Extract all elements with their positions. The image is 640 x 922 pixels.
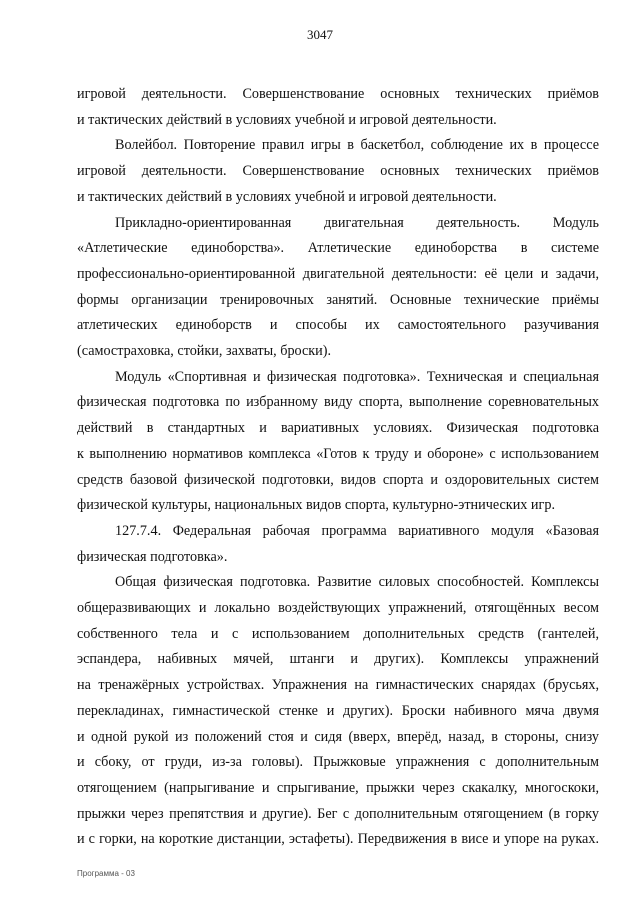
text-line: физическая подготовка по избранному виду спорта, выполнение соревновательных (77, 394, 599, 411)
text-line: собственного тела и с использованием дополнительных средств (гантелей, (77, 625, 599, 642)
text-line: игровой деятельности. Совершенствование основных технических приёмов (77, 86, 599, 102)
text-line: и сбоку, от груди, из-за головы). Прыжковые упражнения с дополнительным (77, 754, 599, 771)
footer-program-label: Программа - 03 (77, 869, 135, 878)
paragraph (77, 365, 599, 519)
text-line: и тактических действий в условиях учебной и игровой деятельности. (77, 188, 497, 205)
text-line: игровой деятельности. Совершенствование основных технических приёмов (77, 163, 599, 180)
text-line: (самостраховка, стойки, захваты, броски). (77, 343, 332, 360)
text-line: «Атлетические единоборства». Атлетические единоборства в системе (77, 240, 599, 257)
page-number: 3047 (307, 27, 333, 42)
text-line: Волейбол. Повторение правил игры в баскетбол, соблюдение их в процессе (115, 137, 599, 154)
text-line: физической культуры, национальных видов спорта, культурно-этнических игр. (77, 497, 555, 514)
text-line: атлетических единоборств и способы их самостоятельного разучивания (77, 317, 599, 334)
text-line: Общая физическая подготовка. Развитие силовых способностей. Комплексы (115, 574, 599, 591)
text-line: прыжки через препятствия и другие). Бег с дополнительным отягощением (в горку (77, 805, 599, 822)
body-text (77, 82, 599, 853)
text-line: перекладинах, гимнастической стенке и других). Броски набивного мяча двумя (77, 702, 599, 719)
text-line: действий в стандартных и вариативных условиях. Физическая подготовка (77, 420, 599, 437)
text-line: профессионально-ориентированной двигательной деятельности: её цели и задачи, (77, 265, 599, 282)
paragraph (77, 82, 599, 133)
text-line: на тренажёрных устройствах. Упражнения на гимнастических снарядах (брусьях, (77, 677, 599, 694)
text-line: и тактических действий в условиях учебной и игровой деятельности. (77, 111, 497, 128)
text-line: формы организации тренировочных занятий. Основные технические приёмы (77, 291, 599, 308)
text-line: Прикладно-ориентированная двигательная деятельность. Модуль (115, 214, 599, 231)
text-line: Модуль «Спортивная и физическая подготовка». Техническая и специальная (115, 368, 599, 385)
text-line: отягощением (напрыгивание и спрыгивание, прыжки через скакалку, многоскоки, (77, 779, 599, 796)
paragraph (77, 211, 599, 365)
text-line: и одной рукой из положений стоя и сидя (вверх, вперёд, назад, в стороны, снизу (77, 728, 599, 745)
text-line: физическая подготовка». (77, 548, 228, 565)
text-line: средств базовой физической подготовки, видов спорта и оздоровительных систем (77, 471, 599, 488)
text-line: к выполнению нормативов комплекса «Готов к труду и обороне» с использованием (77, 445, 599, 462)
paragraph (77, 519, 599, 570)
text-line: общеразвивающих и локально воздействующих упражнений, отягощённых весом (77, 600, 599, 617)
paragraph (77, 133, 599, 210)
text-line: и с горки, на короткие дистанции, эстафеты). Передвижения в висе и упоре на руках. (77, 831, 599, 848)
paragraph (77, 570, 599, 853)
text-line: эспандера, набивных мячей, штанги и других). Комплексы упражнений (77, 651, 599, 668)
text-line: 127.7.4. Федеральная рабочая программа вариативного модуля «Базовая (115, 522, 599, 539)
